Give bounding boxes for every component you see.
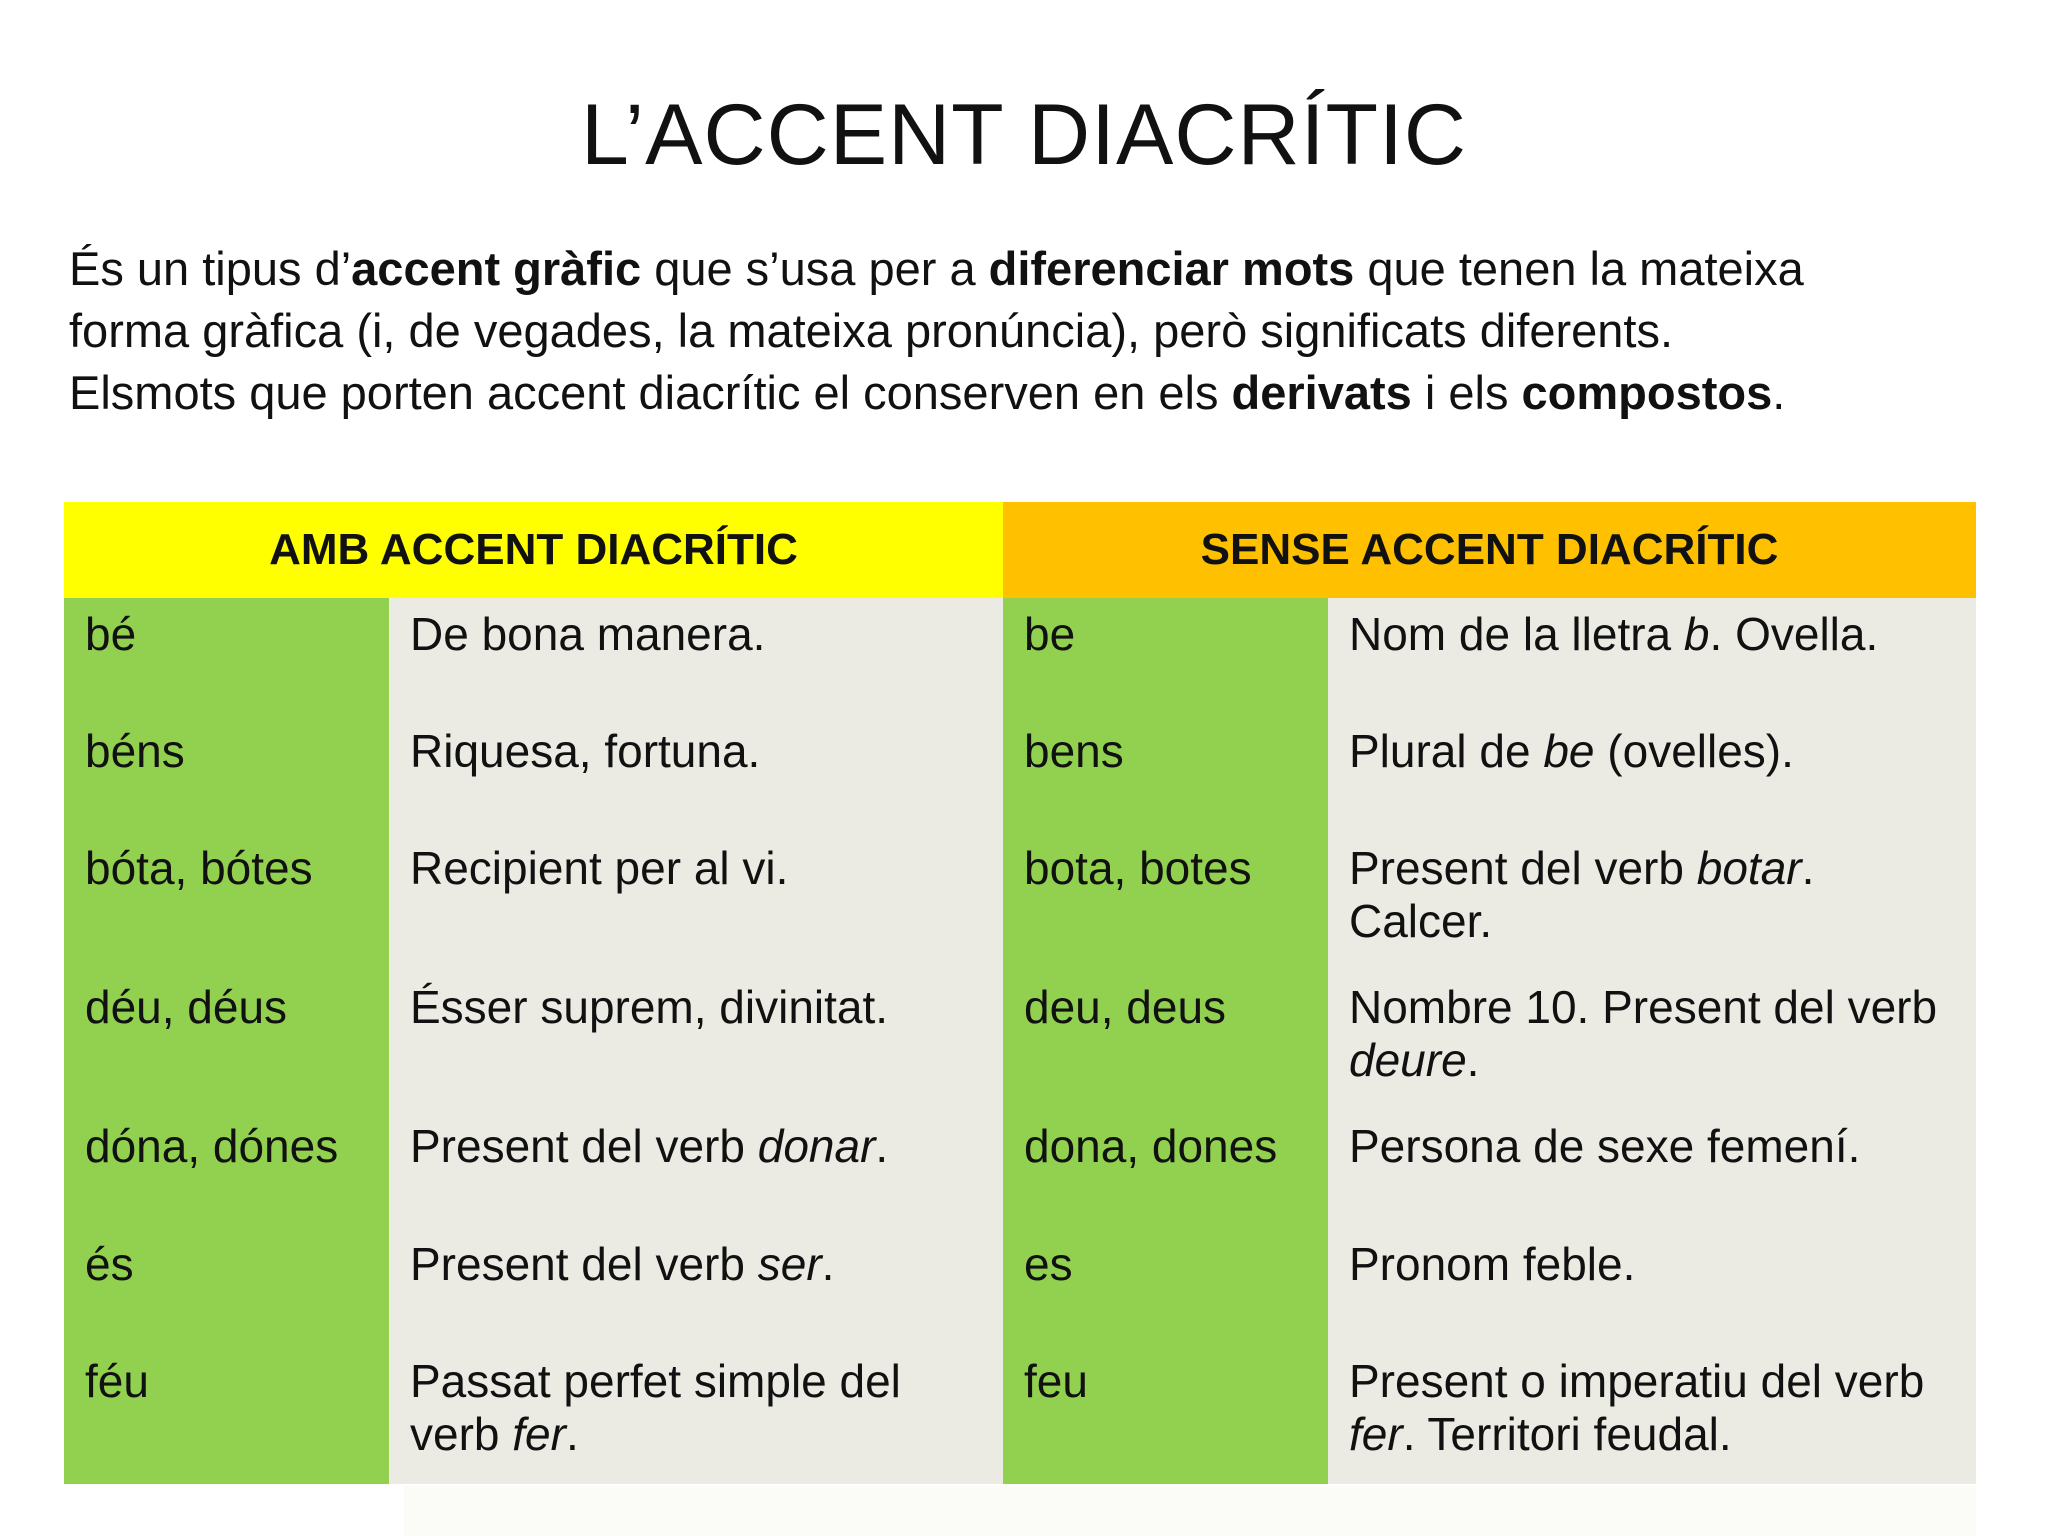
definition-with-accent: Ésser suprem, divinitat.: [389, 971, 1003, 1110]
definition-with-accent: Passat perfet simple del verb fer.: [389, 1345, 1003, 1484]
definition-with-accent: Present del verb donar.: [389, 1110, 1003, 1228]
word-without-accent: bens: [1003, 715, 1328, 832]
page-title: L’ACCENT DIACRÍTIC: [580, 87, 1468, 183]
definition-with-accent: Recipient per al vi.: [389, 832, 1003, 971]
header-without-accent: SENSE ACCENT DIACRÍTIC: [1003, 502, 1976, 598]
definition-without-accent: Nom de la lletra b. Ovella.: [1328, 598, 1976, 715]
word-with-accent: bóta, bótes: [64, 832, 389, 971]
table-row: [64, 971, 1976, 1110]
intro-line-2: forma gràfica (i, de vegades, la mateixa pronúncia), però significats diferents.: [69, 304, 1674, 357]
definition-without-accent: Pronom feble.: [1328, 1228, 1976, 1345]
intro-bold-term: accent gràfic: [351, 242, 642, 295]
intro-text: que tenen la mateixa: [1354, 242, 1804, 295]
intro-text: .: [1772, 366, 1786, 419]
word-with-accent: dóna, dónes: [64, 1110, 389, 1228]
definition-with-accent: Riquesa, fortuna.: [389, 715, 1003, 832]
word-with-accent: féu: [64, 1345, 389, 1484]
header-with-accent: AMB ACCENT DIACRÍTIC: [64, 502, 1003, 598]
intro-text: i els: [1411, 366, 1522, 419]
slide-bottom-strip: [404, 1486, 1976, 1536]
intro-paragraph: [69, 238, 2009, 424]
word-with-accent: és: [64, 1228, 389, 1345]
intro-line-1: [69, 238, 2009, 300]
table-header-row: [64, 502, 1976, 598]
definition-without-accent: Present del verb botar. Calcer.: [1328, 832, 1976, 971]
word-without-accent: es: [1003, 1228, 1328, 1345]
intro-line-3: [69, 362, 2009, 424]
word-without-accent: feu: [1003, 1345, 1328, 1484]
table-row: [64, 832, 1976, 971]
table-row: [64, 1110, 1976, 1228]
intro-bold-term: derivats: [1231, 366, 1412, 419]
intro-text: que s’usa per a: [641, 242, 989, 295]
word-without-accent: be: [1003, 598, 1328, 715]
intro-bold-term: diferenciar mots: [988, 242, 1355, 295]
word-without-accent: bota, botes: [1003, 832, 1328, 971]
intro-text: És un tipus d’: [69, 242, 352, 295]
table-row: [64, 1228, 1976, 1345]
word-without-accent: dona, dones: [1003, 1110, 1328, 1228]
word-with-accent: béns: [64, 715, 389, 832]
definition-without-accent: Plural de be (ovelles).: [1328, 715, 1976, 832]
definition-without-accent: Nombre 10. Present del verb deure.: [1328, 971, 1976, 1110]
definition-with-accent: Present del verb ser.: [389, 1228, 1003, 1345]
intro-text: Elsmots que porten accent diacrític el conserven en els: [69, 366, 1232, 419]
word-with-accent: déu, déus: [64, 971, 389, 1110]
definition-with-accent: De bona manera.: [389, 598, 1003, 715]
diacritic-table: [64, 502, 1976, 1484]
intro-bold-term: compostos: [1521, 366, 1773, 419]
word-without-accent: deu, deus: [1003, 971, 1328, 1110]
table-row: [64, 598, 1976, 715]
definition-without-accent: Present o imperatiu del verb fer. Territori feudal.: [1328, 1345, 1976, 1484]
word-with-accent: bé: [64, 598, 389, 715]
table-row: [64, 715, 1976, 832]
definition-without-accent: Persona de sexe femení.: [1328, 1110, 1976, 1228]
table-row: [64, 1345, 1976, 1484]
